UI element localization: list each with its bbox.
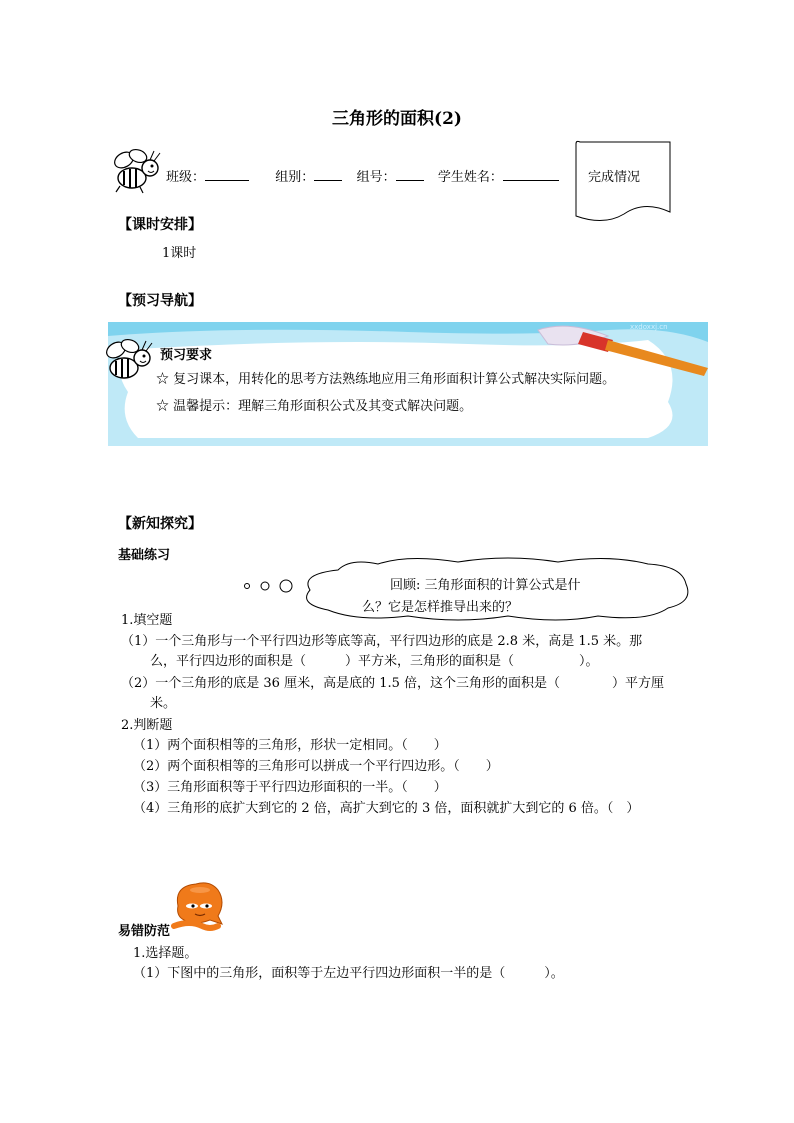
thought-line-2: 么？它是怎样推导出来的？: [362, 600, 519, 615]
thought-line-1: 回顾: 三角形面积的计算公式是什: [390, 578, 581, 593]
banner-watermark: xxdoxxj.cn: [630, 323, 668, 331]
class-blank[interactable]: [205, 168, 249, 181]
q2-item: （1）两个面积相等的三角形，形状一定相同。（ ）: [133, 738, 447, 753]
student-name-blank[interactable]: [503, 168, 559, 181]
mistakes-heading: 易错防范: [118, 924, 171, 939]
mistakes-q-heading: 1.选择题。: [133, 946, 198, 961]
preview-item: ☆ 温馨提示：理解三角形面积公式及其变式解决问题。: [156, 399, 473, 414]
group-no-label: 组号：: [356, 170, 396, 185]
q2-item: （3）三角形面积等于平行四边形面积的一半。（ ）: [133, 780, 447, 795]
group-label: 组别：: [275, 170, 315, 185]
q2-item: （2）两个面积相等的三角形可以拼成一个平行四边形。（ ）: [133, 759, 499, 774]
mistakes-q1: （1）下图中的三角形，面积等于左边平行四边形面积一半的是（ ）。: [133, 966, 564, 981]
q1-heading: 1.填空题: [121, 613, 173, 628]
basic-practice-heading: 基础练习: [118, 548, 171, 563]
q2-heading: 2.判断题: [121, 718, 173, 733]
preview-heading: 【预习导航】: [118, 293, 202, 309]
group-no-blank[interactable]: [396, 168, 424, 181]
banner-title: 预习要求: [160, 348, 213, 363]
group-blank[interactable]: [314, 168, 342, 181]
q2-item: （4）三角形的底扩大到它的 2 倍，高扩大到它的 3 倍，面积就扩大到它的 6 倍。（ ）: [133, 801, 640, 816]
q1-2-line-b: 米。: [150, 696, 177, 711]
page-title: 三角形的面积(2): [332, 109, 462, 129]
student-name-label: 学生姓名：: [437, 170, 503, 185]
orange-mascot-icon: [170, 880, 228, 932]
schedule-heading: 【课时安排】: [118, 217, 202, 233]
bee-icon: [110, 146, 162, 194]
q1-1-line-b: 么，平行四边形的面积是（ ）平方米，三角形的面积是（ ）。: [150, 654, 599, 669]
q1-1-line-a: （1）一个三角形与一个平行四边形等底等高，平行四边形的底是 2.8 米，高是 1.5 米。那: [121, 634, 643, 649]
preview-item: ☆ 复习课本，用转化的思考方法熟练地应用三角形面积计算公式解决实际问题。: [156, 372, 616, 387]
q1-2-line-a: （2）一个三角形的底是 36 厘米，高是底的 1.5 倍，这个三角形的面积是（ ）平方厘: [121, 676, 665, 691]
bee-icon-banner: [102, 336, 154, 384]
completion-status-label: 完成情况: [588, 170, 641, 185]
schedule-content: 1课时: [162, 246, 197, 261]
explore-heading: 【新知探究】: [118, 516, 202, 532]
student-info-line: [166, 166, 559, 185]
class-label: 班级：: [166, 170, 206, 185]
